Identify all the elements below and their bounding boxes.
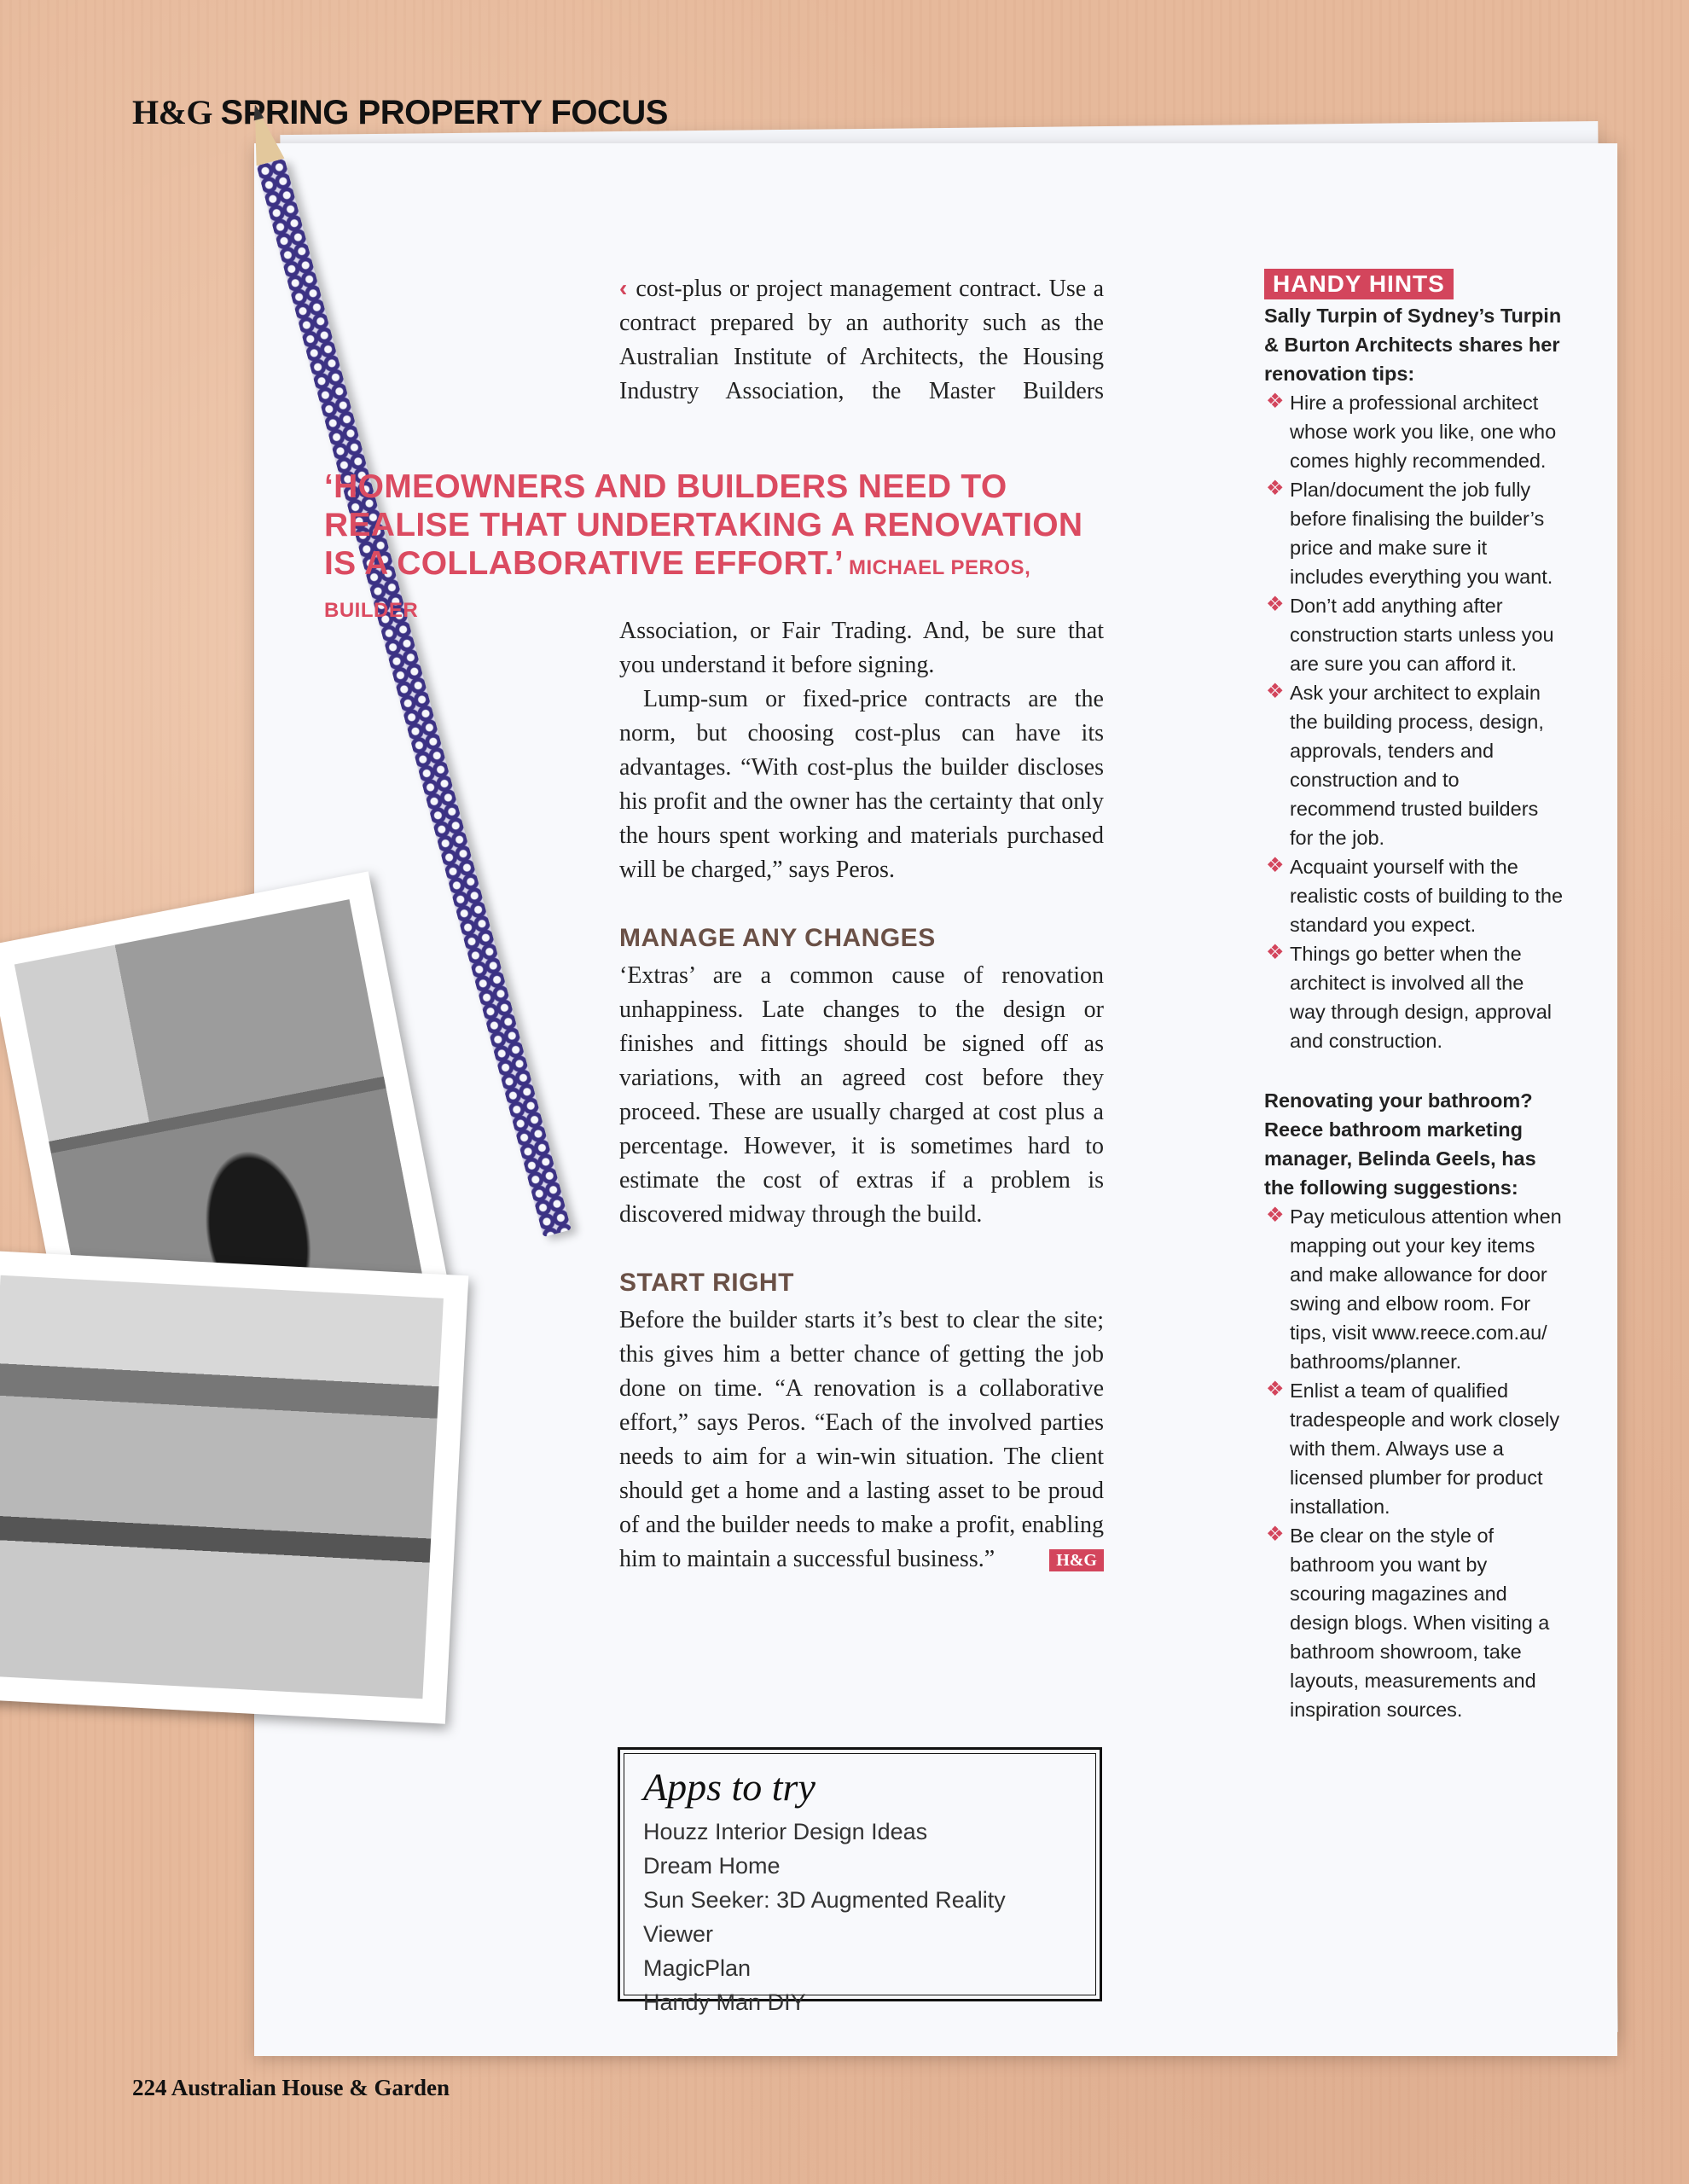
bathroom-tips-list <box>1264 1202 1564 1724</box>
pull-quote-line: REALISE THAT UNDERTAKING A RENOVATION <box>324 507 1083 543</box>
hints-intro: Sally Turpin of Sydney’s Turpin & Burton Architects shares her renovation tips: <box>1264 305 1562 385</box>
tip-item: ❖ Be clear on the style of bathroom you want by scouring magazines and design blogs. When visiting a bathroom showroom, take layouts, measurements and inspiration sources. <box>1266 1523 1550 1721</box>
diamond-flower-icon: ❖ <box>1266 477 1285 500</box>
diamond-flower-icon: ❖ <box>1266 854 1285 877</box>
app-item: Handy Man DIY <box>643 1989 806 2015</box>
tip-item: ❖ Plan/document the job fully before finalising the builder’s price and make sure it includes everything you want. <box>1266 477 1553 588</box>
article-paragraph: Association, or Fair Trading. And, be sure that you understand it before signing. <box>619 618 1104 678</box>
diamond-flower-icon: ❖ <box>1266 390 1285 413</box>
apps-box <box>618 1747 1102 2015</box>
tip-item: ❖ Enlist a team of qualified tradespeople and work closely with them. Always use a licensed plumber for product installation. <box>1266 1378 1560 1518</box>
handy-hints-sidebar <box>1264 269 1564 1724</box>
page-footer <box>132 2075 450 2101</box>
subhead-manage-changes: MANAGE ANY CHANGES <box>619 924 936 952</box>
tip-item: ❖ Pay meticulous attention when mapping out your key items and make allowance for door swing and elbow room. For tips, visit www.reece.com.au/ bathrooms/planner. <box>1266 1204 1562 1373</box>
app-item: Sun Seeker: 3D Augmented Reality Viewer <box>643 1887 1006 1947</box>
diamond-flower-icon: ❖ <box>1266 1378 1285 1401</box>
handy-hints-tag: HANDY HINTS <box>1264 269 1454 299</box>
header-brand: H&G <box>132 93 213 131</box>
article-body <box>619 614 1104 1577</box>
article-paragraph: ‘Extras’ are a common cause of renovation unhappiness. Late changes to the design or finishes and fittings should be signed off as variations, with an agreed cost before they proceed. These are usually charged at cost plus a percentage. However, it is sometimes hard to estimate the cost of extras if a problem is discovered midway through the build. <box>619 962 1104 1228</box>
app-item: MagicPlan <box>643 1955 752 1981</box>
tip-item: ❖ Ask your architect to explain the building process, design, approvals, tenders and construction and to recommend trusted builders for the job. <box>1266 680 1544 849</box>
tip-item: ❖ Don’t add anything after construction starts unless you are sure you can afford it. <box>1266 593 1554 675</box>
diamond-flower-icon: ❖ <box>1266 1523 1285 1546</box>
page-number: 224 <box>132 2075 167 2100</box>
pull-quote-attribution: MICHAEL PEROS, BUILDER <box>324 556 1031 622</box>
app-item: Dream Home <box>643 1853 781 1879</box>
pull-quote-line: ‘HOMEOWNERS AND BUILDERS NEED TO <box>324 468 1007 505</box>
article-paragraph: Lump-sum or fixed-price contracts are the norm, but choosing cost-plus can have its advantages. “With cost-plus the builder discloses his profit and the owner has the certainty that only the hours spent working and materials purchased will be charged,” says Peros. <box>619 686 1104 883</box>
tip-item: ❖ Things go better when the architect is involved all the way through design, approval and construction. <box>1266 941 1553 1052</box>
diamond-flower-icon: ❖ <box>1266 941 1285 964</box>
article-paragraph: Before the builder starts it’s best to clear the site; this gives him a better chance of getting the job done on time. “A renovation is a collaborative effort,” says Peros. “Each of the involved parties needs to aim for a win-win situation. The client should get a home and a lasting asset to be proud of and the builder needs to make a profit, enabling him to maintain a successful business.” H&G <box>619 1307 1104 1572</box>
tips-list <box>1264 388 1564 1055</box>
header-section: SPRING PROPERTY FOCUS <box>220 94 668 131</box>
chevron-left-icon: ‹ <box>619 275 628 301</box>
subhead-start-right: START RIGHT <box>619 1269 794 1297</box>
diamond-flower-icon: ❖ <box>1266 593 1285 616</box>
article-intro <box>619 271 1104 409</box>
bathroom-intro: Renovating your bathroom? Reece bathroom marketing manager, Belinda Geels, has the following suggestions: <box>1264 1089 1536 1199</box>
intro-paragraph: cost-plus or project management contract. Use a contract prepared by an authority such as the Australian Institute of Architects, the Housing Industry Association, the Master Builders <box>619 276 1104 404</box>
tip-item: ❖ Acquaint yourself with the realistic costs of building to the standard you expect. <box>1266 854 1564 936</box>
diamond-flower-icon: ❖ <box>1266 680 1285 703</box>
tip-item: ❖ Hire a professional architect whose work you like, one who comes highly recommended. <box>1266 390 1557 472</box>
house-photo <box>0 1250 468 1723</box>
end-badge: H&G <box>1049 1549 1104 1571</box>
pull-quote <box>324 468 1109 630</box>
section-header <box>132 92 668 132</box>
app-item: Houzz Interior Design Ideas <box>643 1819 928 1844</box>
apps-title: Apps to try <box>643 1765 815 1809</box>
publication-name: Australian House & Garden <box>171 2075 450 2100</box>
diamond-flower-icon: ❖ <box>1266 1204 1285 1227</box>
pull-quote-line: IS A COLLABORATIVE EFFORT.’ <box>324 545 844 582</box>
